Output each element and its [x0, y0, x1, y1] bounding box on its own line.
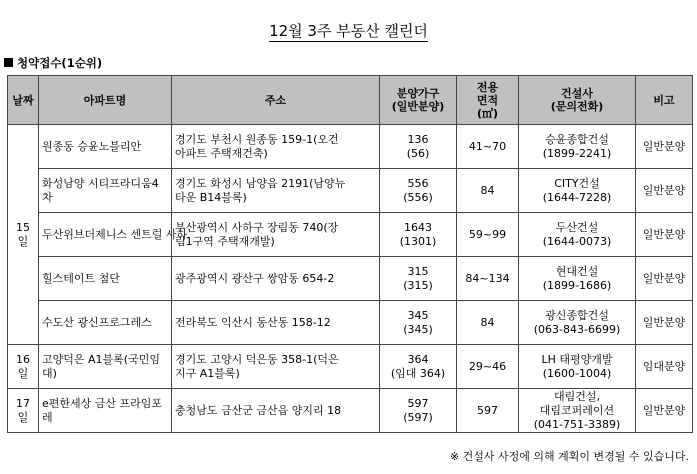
address-cell: 경기도 화성시 남양읍 2191(남양뉴 타운 B14블록) [172, 169, 380, 213]
footnote: ※ 건설사 사정에 의해 계획이 변경될 수 있습니다. [449, 450, 689, 463]
apartment-cell: 힐스테이트 첨단 [39, 257, 172, 301]
apartment-cell: e편한세상 금산 프라임포레 [39, 389, 172, 433]
units-cell: 136 (56) [380, 125, 457, 169]
note-cell: 일반분양 [636, 301, 693, 345]
table-header-row [8, 76, 693, 125]
address-cell: 충청남도 금산군 금산읍 양지리 18 [172, 389, 380, 433]
address-cell: 전라북도 익산시 동산동 158-12 [172, 301, 380, 345]
square-bullet-icon [4, 58, 13, 67]
table-row [8, 389, 693, 433]
note-cell: 일반분양 [636, 125, 693, 169]
builder-cell: 두산건설 (1644-0073) [519, 213, 636, 257]
address-cell: 경기도 부천시 원종동 159-1(오건 아파트 주택재건축) [172, 125, 380, 169]
builder-cell: 광신종합건설 (063-843-6699) [519, 301, 636, 345]
calendar-table [7, 75, 693, 433]
note-cell: 임대분양 [636, 345, 693, 389]
col-address: 주소 [172, 76, 380, 125]
table-row [8, 125, 693, 169]
area-cell: 84~134 [457, 257, 519, 301]
page-title: 12월 3주 부동산 캘린더 [269, 22, 428, 40]
builder-cell: CITY건설 (1644-7228) [519, 169, 636, 213]
col-builder: 건설사 (문의전화) [519, 76, 636, 125]
area-cell: 84 [457, 169, 519, 213]
col-date: 날짜 [8, 76, 39, 125]
units-cell: 1643 (1301) [380, 213, 457, 257]
builder-cell: LH 태평양개발 (1600-1004) [519, 345, 636, 389]
area-cell: 29~46 [457, 345, 519, 389]
address-cell: 광주광역시 광산구 쌍암동 654-2 [172, 257, 380, 301]
note-cell: 일반분양 [636, 213, 693, 257]
table-row [8, 213, 693, 257]
units-cell: 597 (597) [380, 389, 457, 433]
date-cell: 17일 [8, 389, 39, 433]
address-cell: 부산광역시 사하구 장림동 740(장 림1구역 주택재개발) [172, 213, 380, 257]
section-heading: 청약접수(1순위) [4, 55, 102, 71]
apartment-cell: 화성남양 시티프라디움4차 [39, 169, 172, 213]
area-cell: 59~99 [457, 213, 519, 257]
table-row [8, 301, 693, 345]
builder-cell: 현대건설 (1899-1686) [519, 257, 636, 301]
apartment-cell: 수도산 광신프로그레스 [39, 301, 172, 345]
col-area: 전용 면적 (㎡) [457, 76, 519, 125]
col-units: 분양가구 (일반분양) [380, 76, 457, 125]
col-note: 비고 [636, 76, 693, 125]
units-cell: 345 (345) [380, 301, 457, 345]
apartment-cell: 고양덕은 A1블록(국민임대) [39, 345, 172, 389]
units-cell: 556 (556) [380, 169, 457, 213]
table-row [8, 169, 693, 213]
date-cell: 16일 [8, 345, 39, 389]
area-cell: 597 [457, 389, 519, 433]
note-cell: 일반분양 [636, 257, 693, 301]
area-cell: 84 [457, 301, 519, 345]
units-cell: 364 (임대 364) [380, 345, 457, 389]
area-cell: 41~70 [457, 125, 519, 169]
builder-cell: 대림건설, 대림코퍼레이션 (041-751-3389) [519, 389, 636, 433]
date-cell: 15일 [8, 125, 39, 345]
note-cell: 일반분양 [636, 389, 693, 433]
apartment-cell: 두산위브더제니스 센트럴 사하 [39, 213, 172, 257]
apartment-cell: 원종동 승윤노블리안 [39, 125, 172, 169]
units-cell: 315 (315) [380, 257, 457, 301]
table-row [8, 257, 693, 301]
col-apartment: 아파트명 [39, 76, 172, 125]
builder-cell: 승윤종합건설 (1899-2241) [519, 125, 636, 169]
note-cell: 일반분양 [636, 169, 693, 213]
table-row [8, 345, 693, 389]
address-cell: 경기도 고양시 덕은동 358-1(덕은 지구 A1블록) [172, 345, 380, 389]
